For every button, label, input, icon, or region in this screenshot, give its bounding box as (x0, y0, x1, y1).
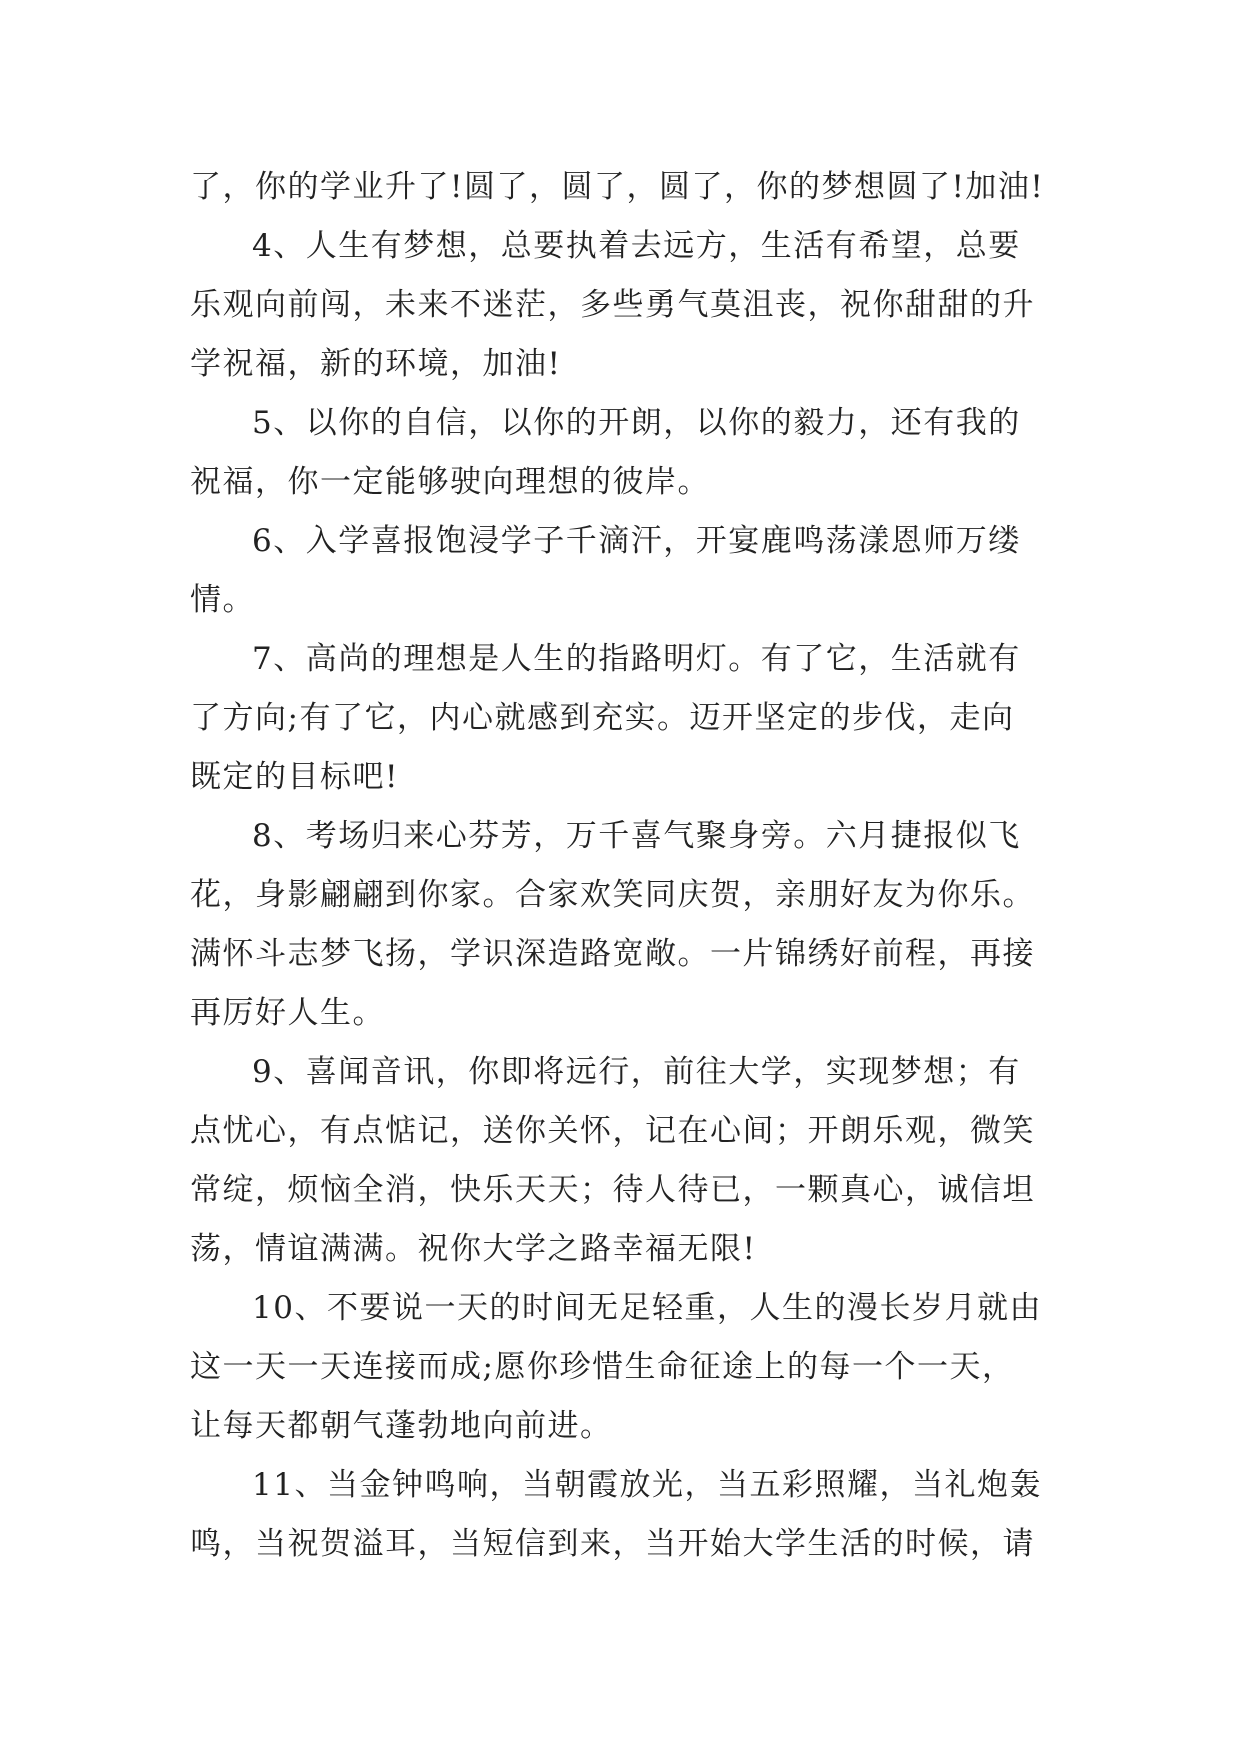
text-line: 5、以你的自信，以你的开朗，以你的毅力，还有我的 (252, 405, 1021, 441)
text-line: 满怀斗志梦飞扬，学识深造路宽敞。一片锦绣好前程，再接 (190, 936, 1035, 972)
text-line: 8、考场归来心芬芳，万千喜气聚身旁。六月捷报似飞 (252, 818, 1021, 854)
text-line: 4、人生有梦想，总要执着去远方，生活有希望，总要 (252, 228, 1021, 264)
paragraph-item-6 (190, 512, 1060, 630)
text-line: 常绽，烦恼全消，快乐天天；待人待已，一颗真心，诚信坦 (190, 1172, 1035, 1208)
text-line: 鸣，当祝贺溢耳，当短信到来，当开始大学生活的时候，请 (190, 1526, 1035, 1562)
text-line: 让每天都朝气蓬勃地向前进。 (190, 1408, 613, 1444)
text-line: 了，你的学业升了!圆了，圆了，圆了，你的梦想圆了!加油! (190, 169, 1045, 205)
paragraph-item-5 (190, 394, 1060, 512)
text-line: 10、不要说一天的时间无足轻重，人生的漫长岁月就由 (252, 1290, 1042, 1326)
paragraph-item-7 (190, 630, 1060, 807)
paragraph-item-10 (190, 1279, 1060, 1456)
text-line: 既定的目标吧! (190, 759, 399, 795)
text-line: 学祝福，新的环境，加油! (190, 346, 562, 382)
text-line: 点忧心，有点惦记，送你关怀，记在心间；开朗乐观，微笑 (190, 1113, 1035, 1149)
text-line: 情。 (190, 582, 255, 618)
text-line: 了方向;有了它，内心就感到充实。迈开坚定的步伐，走向 (190, 700, 1015, 736)
text-line: 荡，情谊满满。祝你大学之路幸福无限! (190, 1231, 757, 1267)
text-line: 再厉好人生。 (190, 995, 385, 1031)
text-line: 9、喜闻音讯，你即将远行，前往大学，实现梦想；有 (252, 1054, 1021, 1090)
text-line: 花，身影翩翩到你家。合家欢笑同庆贺，亲朋好友为你乐。 (190, 877, 1035, 913)
document-body (190, 158, 1060, 1574)
text-line: 乐观向前闯，未来不迷茫，多些勇气莫沮丧，祝你甜甜的升 (190, 287, 1035, 323)
text-line: 7、高尚的理想是人生的指路明灯。有了它，生活就有 (252, 641, 1021, 677)
text-line: 这一天一天连接而成;愿你珍惜生命征途上的每一个一天， (190, 1349, 1015, 1385)
paragraph-item-9 (190, 1043, 1060, 1279)
text-line: 祝福，你一定能够驶向理想的彼岸。 (190, 464, 710, 500)
paragraph-item-8 (190, 807, 1060, 1043)
text-line: 11、当金钟鸣响，当朝霞放光，当五彩照耀，当礼炮轰 (252, 1467, 1042, 1503)
paragraph-item-4 (190, 217, 1060, 394)
paragraph-continuation (190, 158, 1060, 217)
paragraph-item-11 (190, 1456, 1060, 1574)
text-line: 6、入学喜报饱浸学子千滴汗，开宴鹿鸣荡漾恩师万缕 (252, 523, 1021, 559)
